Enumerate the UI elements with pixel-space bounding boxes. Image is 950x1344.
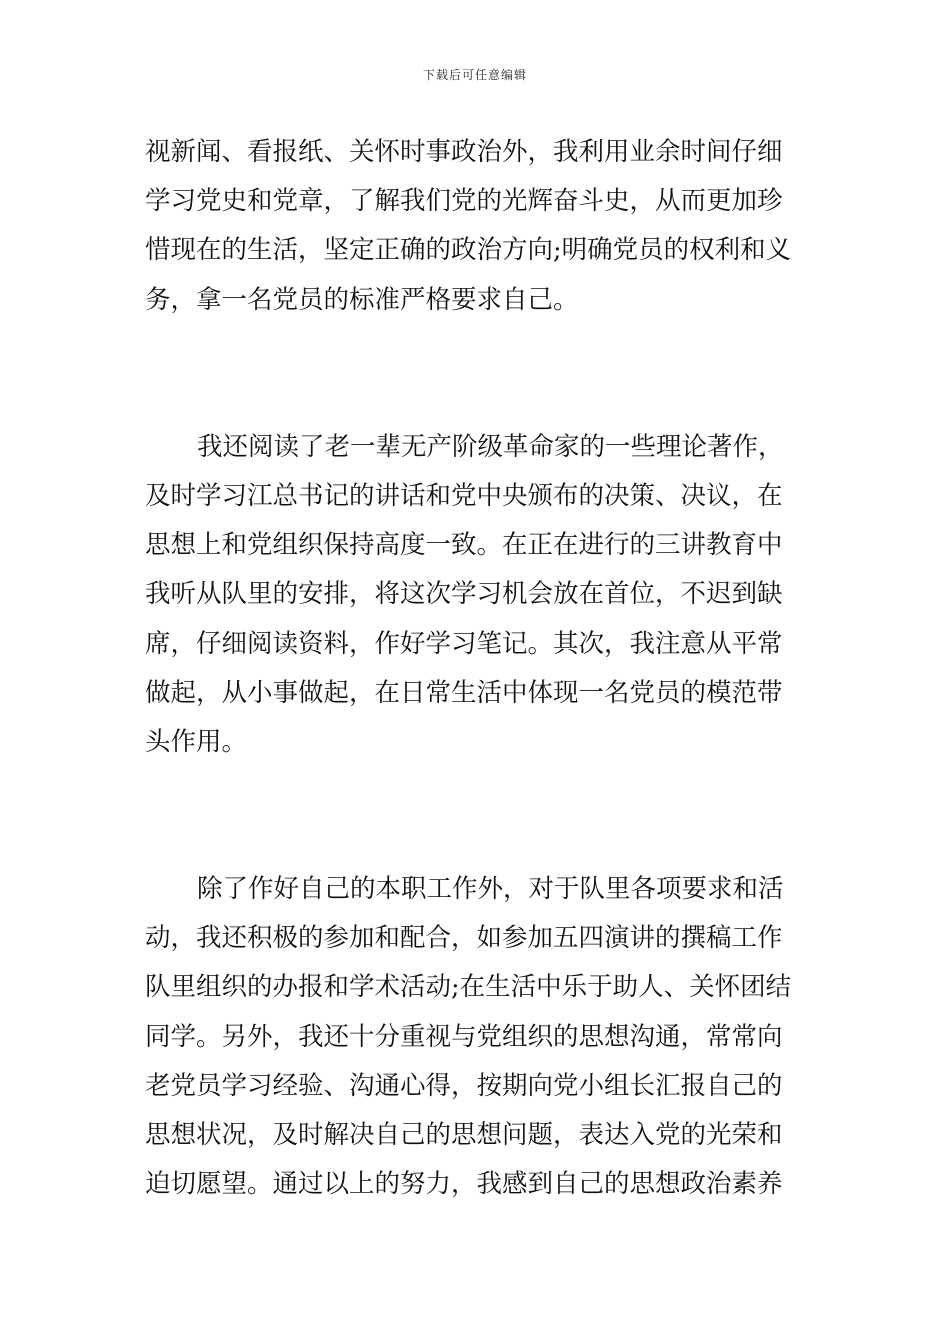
text-line: 席，仔细阅读资料，作好学习笔记。其次，我注意从平常 [145,628,783,659]
text-line: 思想上和党组织保持高度一致。在正在进行的三讲教育中 [145,530,783,561]
document-body [145,128,815,1209]
page-header-note: 下载后可任意编辑 [422,68,527,82]
text-line: 头作用。 [145,726,248,757]
text-line: 同学。另外，我还十分重视与党组织的思想沟通，常常向 [145,1021,783,1052]
text-line: 思想状况，及时解决自己的思想问题，表达入党的光荣和 [145,1120,783,1150]
text-line: 惜现在的生活，坚定正确的政治方向;明确党员的权利和义 [145,235,792,266]
text-line: 我还阅读了老一辈无产阶级革命家的一些理论著作， [197,431,784,462]
text-line: 务，拿一名党员的标准严格要求自己。 [145,284,579,315]
text-line: 我听从队里的安排，将这次学习机会放在首位，不迟到缺 [145,579,783,610]
text-line: 动，我还积极的参加和配合，如参加五四演讲的撰稿工作 [145,923,783,954]
text-line: 除了作好自己的本职工作外，对于队里各项要求和活 [197,874,784,905]
text-line: 及时学习江总书记的讲话和党中央颁布的决策、决议，在 [145,480,783,511]
paragraph-1 [145,128,815,325]
paragraph-spacer [145,767,815,865]
text-line: 做起，从小事做起，在日常生活中体现一名党员的模范带 [145,677,783,708]
text-line: 视新闻、看报纸、关怀时事政治外，我利用业余时间仔细 [145,137,783,167]
text-line: 队里组织的办报和学术活动;在生活中乐于助人、关怀团结 [145,972,792,1003]
text-line: 学习党史和党章，了解我们党的光辉奋斗史，从而更加珍 [145,186,783,217]
text-line: 迫切愿望。通过以上的努力，我感到自己的思想政治素养 [145,1169,783,1200]
text-line: 老党员学习经验、沟通心得，按期向党小组长汇报自己的 [145,1070,783,1101]
paragraph-spacer [145,325,815,423]
paragraph-3 [145,865,815,1209]
paragraph-2 [145,423,815,767]
